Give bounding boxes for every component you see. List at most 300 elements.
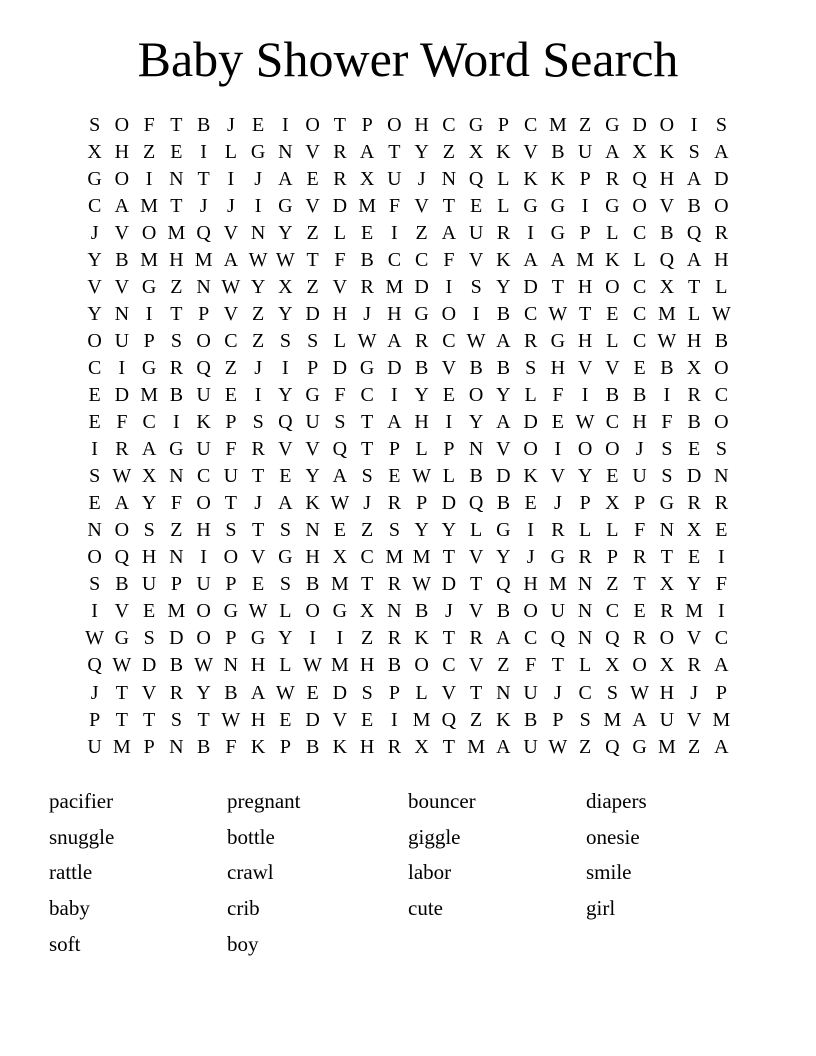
grid-letter: I bbox=[145, 302, 153, 325]
grid-letter: Z bbox=[361, 519, 374, 542]
grid-letter: M bbox=[685, 600, 704, 623]
grid-letter: M bbox=[603, 708, 622, 731]
grid-letter: R bbox=[387, 573, 402, 596]
grid-letter: N bbox=[169, 546, 184, 569]
grid-letter: J bbox=[226, 194, 235, 217]
grid-letter: M bbox=[167, 221, 186, 244]
grid-letter: W bbox=[548, 735, 568, 758]
grid-letter: D bbox=[387, 356, 402, 379]
grid-letter: C bbox=[632, 329, 647, 352]
grid-letter: Q bbox=[87, 654, 102, 677]
grid-letter: P bbox=[579, 492, 591, 515]
grid-letter: Y bbox=[577, 465, 593, 488]
word-list bbox=[49, 784, 769, 962]
grid-letter: X bbox=[605, 492, 620, 515]
grid-letter: Z bbox=[361, 627, 374, 650]
grid-letter: T bbox=[361, 573, 374, 596]
grid-letter: Y bbox=[496, 383, 511, 406]
grid-letter: T bbox=[442, 194, 455, 217]
grid-letter: R bbox=[632, 627, 647, 650]
grid-letter: J bbox=[199, 194, 208, 217]
grid-letter: C bbox=[523, 627, 538, 650]
grid-letter: O bbox=[305, 600, 320, 623]
grid-letter: V bbox=[141, 681, 157, 704]
grid-letter: R bbox=[687, 654, 701, 677]
grid-letter: W bbox=[575, 411, 595, 434]
grid-letter: A bbox=[714, 735, 729, 758]
grid-letter: S bbox=[170, 708, 182, 731]
grid-letter: M bbox=[712, 708, 731, 731]
grid-letter: H bbox=[659, 167, 675, 190]
grid-letter: T bbox=[170, 194, 183, 217]
grid-letter: T bbox=[252, 465, 265, 488]
grid-letter: V bbox=[250, 546, 266, 569]
grid-letter: Y bbox=[278, 302, 293, 325]
grid-letter: D bbox=[141, 654, 157, 677]
grid-letter: B bbox=[523, 708, 538, 731]
grid-letter: L bbox=[497, 194, 510, 217]
grid-letter: R bbox=[169, 356, 184, 379]
grid-letter: E bbox=[88, 411, 101, 434]
grid-letter: H bbox=[414, 411, 429, 434]
grid-letter: C bbox=[224, 329, 238, 352]
grid-letter: Q bbox=[550, 627, 566, 650]
grid-letter: T bbox=[388, 140, 401, 163]
grid-letter: E bbox=[279, 465, 292, 488]
grid-letter: I bbox=[173, 411, 180, 434]
grid-letter: G bbox=[605, 113, 620, 136]
grid-letter: U bbox=[141, 573, 157, 596]
grid-letter: G bbox=[305, 383, 320, 406]
grid-letter: Q bbox=[468, 492, 484, 515]
grid-letter: S bbox=[279, 329, 291, 352]
word-list-item: crawl bbox=[227, 860, 274, 885]
grid-letter: R bbox=[169, 681, 184, 704]
grid-letter: W bbox=[466, 329, 486, 352]
grid-letter: G bbox=[250, 140, 266, 163]
grid-letter: T bbox=[579, 302, 592, 325]
grid-letter: G bbox=[87, 167, 102, 190]
grid-letter: Y bbox=[496, 546, 511, 569]
grid-letter: H bbox=[577, 329, 593, 352]
grid-letter: Z bbox=[579, 113, 592, 136]
grid-letter: D bbox=[523, 411, 538, 434]
grid-letter: I bbox=[391, 383, 398, 406]
grid-letter: K bbox=[496, 248, 511, 271]
grid-letter: G bbox=[278, 194, 293, 217]
grid-letter: C bbox=[87, 356, 102, 379]
grid-letter: T bbox=[252, 519, 265, 542]
grid-letter: O bbox=[305, 113, 320, 136]
grid-letter: G bbox=[278, 546, 293, 569]
grid-letter: G bbox=[550, 329, 566, 352]
grid-letter: T bbox=[442, 627, 455, 650]
grid-letter: L bbox=[497, 167, 510, 190]
grid-letter: S bbox=[361, 465, 373, 488]
grid-letter: Z bbox=[170, 275, 183, 298]
grid-letter: X bbox=[332, 546, 348, 569]
grid-letter: O bbox=[468, 383, 484, 406]
grid-letter: U bbox=[577, 140, 593, 163]
grid-letter: I bbox=[200, 140, 207, 163]
grid-letter: G bbox=[114, 627, 130, 650]
grid-letter: V bbox=[278, 438, 293, 461]
grid-letter: D bbox=[332, 356, 348, 379]
grid-letter: J bbox=[254, 356, 263, 379]
grid-letter: B bbox=[551, 140, 565, 163]
grid-letter: L bbox=[415, 438, 428, 461]
grid-letter: P bbox=[225, 627, 237, 650]
grid-letter: N bbox=[87, 519, 102, 542]
grid-letter: K bbox=[414, 627, 429, 650]
grid-letter: R bbox=[714, 492, 729, 515]
grid-letter: G bbox=[332, 600, 348, 623]
grid-letter: N bbox=[169, 465, 184, 488]
grid-letter: S bbox=[170, 329, 182, 352]
grid-letter: C bbox=[523, 113, 538, 136]
grid-letter: H bbox=[305, 546, 320, 569]
grid-letter: B bbox=[169, 383, 184, 406]
grid-letter: A bbox=[632, 708, 647, 731]
grid-letter: F bbox=[661, 411, 673, 434]
grid-letter: V bbox=[305, 194, 320, 217]
grid-letter: Q bbox=[114, 546, 130, 569]
grid-letter: V bbox=[87, 275, 102, 298]
grid-letter: R bbox=[687, 492, 701, 515]
grid-letter: H bbox=[114, 140, 130, 163]
grid-letter: B bbox=[115, 248, 129, 271]
grid-letter: I bbox=[118, 356, 126, 379]
grid-letter: T bbox=[197, 708, 210, 731]
grid-letter: P bbox=[579, 221, 591, 244]
grid-letter: I bbox=[554, 438, 562, 461]
grid-letter: A bbox=[714, 140, 729, 163]
grid-letter: K bbox=[523, 167, 538, 190]
grid-letter: P bbox=[606, 546, 618, 569]
grid-letter: Y bbox=[414, 383, 429, 406]
grid-letter: W bbox=[248, 600, 268, 623]
grid-letter: O bbox=[659, 113, 675, 136]
grid-letter: B bbox=[469, 465, 483, 488]
grid-letter: M bbox=[412, 546, 431, 569]
grid-letter: Z bbox=[252, 329, 265, 352]
grid-letter: C bbox=[605, 411, 620, 434]
grid-letter: S bbox=[579, 708, 591, 731]
grid-letter: B bbox=[360, 248, 374, 271]
word-list-item: diapers bbox=[586, 789, 647, 813]
grid-letter: X bbox=[686, 519, 702, 542]
grid-letter: J bbox=[690, 681, 699, 704]
grid-letter: C bbox=[632, 275, 647, 298]
grid-letter: O bbox=[523, 438, 538, 461]
grid-letter: E bbox=[361, 708, 374, 731]
grid-letter: V bbox=[468, 248, 484, 271]
word-list-item: bouncer bbox=[408, 789, 476, 813]
grid-letter: A bbox=[250, 681, 266, 704]
grid-letter: V bbox=[441, 681, 457, 704]
grid-letter: B bbox=[660, 221, 674, 244]
grid-letter: H bbox=[250, 654, 266, 677]
grid-letter: Y bbox=[686, 573, 702, 596]
grid-letter: B bbox=[224, 681, 238, 704]
grid-letter: H bbox=[659, 681, 675, 704]
grid-letter: T bbox=[306, 248, 319, 271]
word-list-item: boy bbox=[227, 931, 259, 956]
grid-letter: Y bbox=[250, 275, 266, 298]
grid-letter: Z bbox=[606, 573, 619, 596]
grid-letter: K bbox=[523, 465, 538, 488]
grid-letter: I bbox=[445, 411, 453, 434]
grid-letter: P bbox=[497, 113, 509, 136]
grid-letter: U bbox=[196, 438, 211, 461]
grid-letter: S bbox=[279, 519, 291, 542]
grid-letter: E bbox=[361, 221, 374, 244]
grid-letter: H bbox=[523, 573, 538, 596]
grid-letter: I bbox=[663, 383, 671, 406]
grid-letter: Z bbox=[442, 140, 455, 163]
grid-letter: P bbox=[225, 411, 237, 434]
grid-letter: Z bbox=[306, 275, 319, 298]
grid-letter: C bbox=[87, 194, 102, 217]
grid-letter: C bbox=[523, 302, 538, 325]
grid-letter: V bbox=[659, 194, 675, 217]
grid-letter: T bbox=[115, 681, 128, 704]
grid-letter: C bbox=[442, 329, 456, 352]
grid-letter: D bbox=[441, 573, 457, 596]
grid-letter: O bbox=[196, 627, 211, 650]
grid-letter: R bbox=[469, 627, 483, 650]
grid-letter: T bbox=[442, 735, 455, 758]
grid-letter: J bbox=[363, 302, 372, 325]
word-list-item: rattle bbox=[49, 860, 93, 885]
grid-letter: W bbox=[275, 248, 295, 271]
grid-letter: P bbox=[143, 329, 155, 352]
grid-letter: Y bbox=[278, 383, 293, 406]
grid-letter: P bbox=[225, 573, 237, 596]
grid-letter: C bbox=[632, 221, 647, 244]
grid-letter: J bbox=[254, 167, 263, 190]
grid-letter: N bbox=[250, 221, 266, 244]
grid-letter: V bbox=[468, 546, 484, 569]
grid-letter: C bbox=[360, 546, 374, 569]
word-list-item: bottle bbox=[227, 824, 275, 849]
grid-letter: T bbox=[197, 167, 210, 190]
grid-letter: L bbox=[415, 681, 428, 704]
grid-letter: W bbox=[248, 248, 268, 271]
grid-letter: O bbox=[87, 329, 102, 352]
grid-letter: E bbox=[224, 383, 237, 406]
grid-letter: T bbox=[361, 411, 374, 434]
grid-letter: H bbox=[250, 708, 266, 731]
grid-letter: R bbox=[115, 438, 129, 461]
grid-letter: I bbox=[445, 275, 453, 298]
grid-letter: S bbox=[252, 411, 264, 434]
grid-letter: O bbox=[714, 194, 729, 217]
grid-letter: D bbox=[332, 194, 348, 217]
grid-letter: N bbox=[468, 438, 484, 461]
grid-letter: I bbox=[581, 194, 589, 217]
grid-letter: V bbox=[332, 275, 348, 298]
grid-letter: O bbox=[114, 519, 130, 542]
grid-letter: T bbox=[333, 113, 346, 136]
grid-letter: G bbox=[141, 356, 157, 379]
grid-letter: Y bbox=[414, 519, 429, 542]
grid-letter: E bbox=[88, 492, 101, 515]
grid-letter: F bbox=[388, 194, 400, 217]
grid-letter: P bbox=[279, 735, 291, 758]
grid-letter: P bbox=[143, 735, 155, 758]
grid-letter: Y bbox=[278, 221, 293, 244]
grid-letter: E bbox=[143, 600, 156, 623]
grid-letter: M bbox=[385, 546, 404, 569]
grid-letter: J bbox=[553, 681, 562, 704]
grid-letter: O bbox=[605, 275, 620, 298]
grid-letter: E bbox=[606, 465, 619, 488]
grid-letter: S bbox=[89, 113, 101, 136]
grid-letter: V bbox=[550, 465, 566, 488]
grid-letter: L bbox=[715, 275, 728, 298]
grid-letter: Q bbox=[332, 438, 348, 461]
grid-letter: H bbox=[332, 302, 348, 325]
grid-letter: B bbox=[605, 383, 620, 406]
grid-letter: D bbox=[632, 113, 647, 136]
grid-letter: O bbox=[632, 654, 647, 677]
word-search-grid bbox=[81, 111, 735, 760]
grid-letter: E bbox=[333, 519, 346, 542]
grid-letter: H bbox=[632, 411, 647, 434]
grid-letter: W bbox=[275, 681, 295, 704]
grid-letter: G bbox=[250, 627, 266, 650]
grid-letter: C bbox=[442, 654, 456, 677]
grid-letter: L bbox=[333, 329, 346, 352]
grid-letter: N bbox=[305, 519, 320, 542]
grid-letter: J bbox=[635, 438, 644, 461]
grid-letter: R bbox=[360, 275, 374, 298]
grid-letter: H bbox=[714, 248, 729, 271]
grid-letter: E bbox=[252, 573, 265, 596]
grid-letter: U bbox=[632, 465, 647, 488]
grid-letter: P bbox=[307, 356, 319, 379]
grid-letter: K bbox=[659, 140, 675, 163]
grid-letter: M bbox=[330, 654, 349, 677]
grid-letter: X bbox=[359, 167, 375, 190]
grid-letter: U bbox=[114, 329, 130, 352]
grid-letter: W bbox=[221, 275, 241, 298]
grid-letter: I bbox=[391, 221, 398, 244]
grid-letter: U bbox=[196, 383, 211, 406]
grid-letter: T bbox=[551, 275, 564, 298]
grid-letter: T bbox=[115, 708, 128, 731]
grid-letter: N bbox=[169, 735, 184, 758]
grid-letter: M bbox=[330, 573, 349, 596]
grid-letter: R bbox=[578, 546, 592, 569]
grid-letter: Y bbox=[87, 302, 102, 325]
grid-letter: U bbox=[305, 411, 320, 434]
grid-letter: I bbox=[282, 113, 289, 136]
grid-letter: N bbox=[496, 681, 511, 704]
grid-letter: W bbox=[711, 302, 731, 325]
grid-letter: B bbox=[196, 113, 211, 136]
grid-letter: F bbox=[143, 113, 155, 136]
grid-letter: O bbox=[441, 302, 457, 325]
grid-letter: U bbox=[223, 465, 239, 488]
grid-letter: Y bbox=[87, 248, 102, 271]
grid-letter: B bbox=[196, 735, 211, 758]
grid-letter: E bbox=[688, 546, 701, 569]
grid-letter: H bbox=[359, 654, 375, 677]
grid-letter: V bbox=[468, 654, 484, 677]
grid-letter: M bbox=[657, 735, 676, 758]
grid-letter: J bbox=[90, 221, 99, 244]
grid-letter: E bbox=[688, 438, 701, 461]
grid-letter: L bbox=[470, 519, 483, 542]
grid-letter: B bbox=[414, 356, 429, 379]
grid-letter: A bbox=[441, 221, 457, 244]
grid-letter: Z bbox=[579, 735, 592, 758]
grid-letter: I bbox=[145, 167, 153, 190]
grid-letter: M bbox=[548, 113, 567, 136]
grid-letter: B bbox=[496, 356, 511, 379]
grid-letter: U bbox=[87, 735, 102, 758]
grid-letter: B bbox=[660, 356, 674, 379]
grid-letter: V bbox=[441, 356, 457, 379]
grid-letter: Y bbox=[196, 681, 211, 704]
grid-letter: T bbox=[470, 573, 483, 596]
grid-letter: M bbox=[576, 248, 595, 271]
grid-letter: I bbox=[690, 113, 698, 136]
grid-letter: G bbox=[605, 194, 620, 217]
word-list-item: crib bbox=[227, 896, 260, 921]
grid-letter: I bbox=[391, 708, 398, 731]
grid-letter: K bbox=[305, 492, 320, 515]
grid-letter: W bbox=[112, 654, 132, 677]
grid-letter: P bbox=[170, 573, 182, 596]
grid-letter: D bbox=[523, 275, 538, 298]
grid-letter: F bbox=[552, 383, 564, 406]
grid-letter: T bbox=[633, 573, 646, 596]
grid-letter: F bbox=[634, 519, 646, 542]
grid-letter: C bbox=[578, 681, 592, 704]
grid-letter: S bbox=[688, 140, 700, 163]
grid-letter: D bbox=[332, 681, 348, 704]
grid-letter: V bbox=[577, 356, 593, 379]
grid-letter: L bbox=[633, 248, 646, 271]
grid-letter: V bbox=[223, 302, 239, 325]
grid-letter: J bbox=[526, 546, 535, 569]
grid-letter: Q bbox=[441, 708, 457, 731]
grid-letter: V bbox=[605, 356, 620, 379]
grid-letter: X bbox=[632, 140, 647, 163]
grid-letter: K bbox=[196, 411, 211, 434]
grid-letter: N bbox=[441, 167, 457, 190]
grid-letter: G bbox=[141, 275, 157, 298]
grid-letter: P bbox=[715, 681, 727, 704]
grid-letter: I bbox=[527, 221, 534, 244]
grid-letter: Z bbox=[497, 654, 510, 677]
grid-letter: L bbox=[279, 600, 292, 623]
grid-letter: N bbox=[577, 573, 593, 596]
grid-letter: N bbox=[196, 275, 211, 298]
grid-letter: B bbox=[687, 411, 701, 434]
grid-letter: K bbox=[250, 735, 266, 758]
grid-letter: B bbox=[305, 735, 320, 758]
grid-letter: T bbox=[470, 681, 483, 704]
grid-letter: X bbox=[359, 600, 375, 623]
grid-letter: O bbox=[223, 546, 239, 569]
grid-letter: Z bbox=[224, 356, 237, 379]
grid-letter: B bbox=[714, 329, 729, 352]
word-list-item: snuggle bbox=[49, 824, 115, 849]
